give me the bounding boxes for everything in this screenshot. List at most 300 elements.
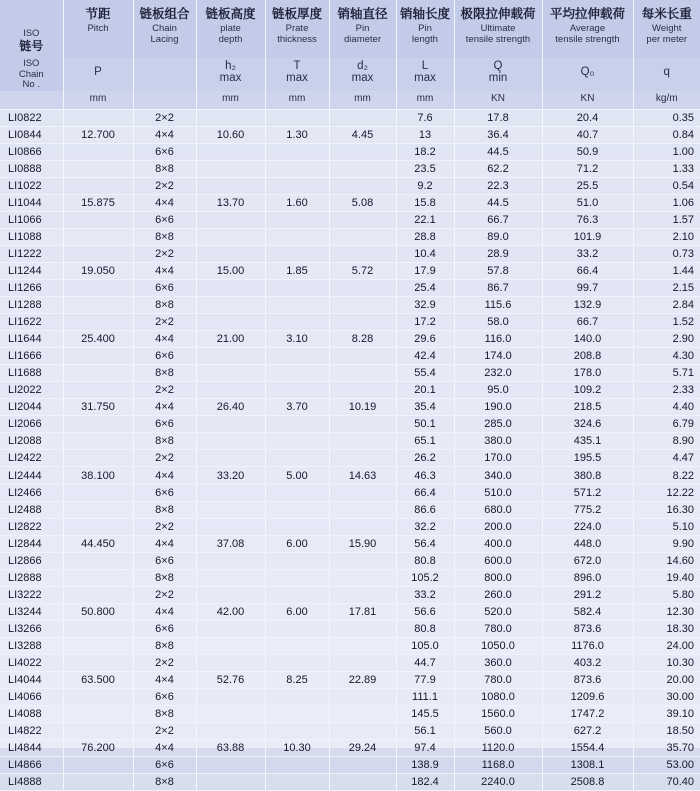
table-row [0, 331, 700, 348]
pin-length-cell: 111.1 [396, 689, 454, 706]
pitch-cell [63, 569, 133, 586]
average-load-cell: 291.2 [542, 586, 633, 603]
chain-code-cell: LI4844 [0, 740, 63, 757]
average-load-cell: 672.0 [542, 552, 633, 569]
plate-thickness-cell [265, 177, 329, 194]
table-row [0, 450, 700, 467]
ultimate-load-cell: 115.6 [454, 297, 542, 314]
chain-code-cell: LI2822 [0, 518, 63, 535]
thickness-symbol-max: max [266, 72, 329, 84]
plate-depth-cell [196, 177, 265, 194]
pitch-cell [63, 228, 133, 245]
thickness-label-en-1: Prate [266, 24, 329, 35]
weight-label-zh: 每米长重 [634, 6, 700, 21]
ultimate-load-cell: 360.0 [454, 655, 542, 672]
ultimate-load-cell: 44.5 [454, 194, 542, 211]
average-load-cell: 448.0 [542, 535, 633, 552]
table-row [0, 467, 700, 484]
pitch-cell [63, 109, 133, 126]
depth-label-en-1: plate [197, 24, 265, 35]
weight-cell: 4.40 [633, 399, 700, 416]
chain-code-cell: LI1622 [0, 314, 63, 331]
pitch-cell [63, 757, 133, 774]
plate-depth-cell [196, 552, 265, 569]
lacing-cell: 2×2 [133, 109, 196, 126]
col-average-header [542, 0, 633, 58]
plate-thickness-cell: 3.70 [265, 399, 329, 416]
table-row [0, 262, 700, 279]
lacing-cell: 4×4 [133, 672, 196, 689]
table-row [0, 484, 700, 501]
pin-diameter-cell [329, 382, 396, 399]
average-symbol-cell [542, 58, 633, 91]
thickness-symbol-cell [265, 58, 329, 91]
pin-diameter-cell [329, 569, 396, 586]
weight-cell: 9.90 [633, 535, 700, 552]
weight-cell: 8.22 [633, 467, 700, 484]
average-symbol: Q₀ [543, 66, 633, 78]
ultimate-load-cell: 520.0 [454, 603, 542, 620]
chain-code-cell: LI2044 [0, 399, 63, 416]
lacing-label-en-1: Chain [134, 24, 196, 35]
average-load-cell: 380.8 [542, 467, 633, 484]
pitch-cell: 25.400 [63, 331, 133, 348]
ultimate-symbol-min: min [455, 72, 542, 84]
lacing-cell: 8×8 [133, 569, 196, 586]
chain-code-cell: LI3266 [0, 620, 63, 637]
lacing-cell: 8×8 [133, 706, 196, 723]
col-lacing-header [133, 0, 196, 58]
iso-chain-label-1: ISO [0, 59, 63, 70]
plate-thickness-cell: 10.30 [265, 740, 329, 757]
plate-thickness-cell [265, 757, 329, 774]
table-row [0, 143, 700, 160]
plate-depth-cell: 15.00 [196, 262, 265, 279]
plate-thickness-cell [265, 211, 329, 228]
plate-depth-cell [196, 433, 265, 450]
pitch-cell: 38.100 [63, 467, 133, 484]
ultimate-label-zh: 极限拉伸载荷 [455, 6, 542, 21]
ultimate-load-cell: 780.0 [454, 672, 542, 689]
weight-symbol: q [634, 66, 700, 78]
pin-diameter-cell [329, 177, 396, 194]
pin-length-cell: 182.4 [396, 774, 454, 791]
plate-depth-cell [196, 245, 265, 262]
thickness-symbol: T [266, 60, 329, 72]
pin-length-cell: 32.2 [396, 518, 454, 535]
plate-thickness-cell [265, 245, 329, 262]
plate-depth-cell [196, 314, 265, 331]
plate-thickness-cell [265, 382, 329, 399]
pitch-unit-cell [63, 91, 133, 110]
plate-depth-cell: 33.20 [196, 467, 265, 484]
weight-unit: kg/m [634, 91, 700, 107]
plate-thickness-cell [265, 706, 329, 723]
table-row [0, 297, 700, 314]
weight-cell: 12.30 [633, 603, 700, 620]
chain-code-cell: LI1088 [0, 228, 63, 245]
pin-diameter-cell [329, 109, 396, 126]
pitch-cell: 15.875 [63, 194, 133, 211]
pin-diameter-unit-cell [329, 91, 396, 110]
pin-length-cell: 33.2 [396, 586, 454, 603]
pin-diameter-label-en-1: Pin [330, 24, 396, 35]
iso-chain-label-2: Chain [0, 70, 63, 81]
plate-depth-cell [196, 450, 265, 467]
table-row [0, 757, 700, 774]
lacing-cell: 8×8 [133, 433, 196, 450]
plate-depth-cell [196, 518, 265, 535]
pin-length-cell: 97.4 [396, 740, 454, 757]
average-load-cell: 66.4 [542, 262, 633, 279]
pin-length-cell: 17.2 [396, 314, 454, 331]
average-load-cell: 403.2 [542, 655, 633, 672]
lacing-cell: 6×6 [133, 211, 196, 228]
table-header [0, 0, 700, 109]
ultimate-load-cell: 560.0 [454, 723, 542, 740]
average-label-en-2: tensile strength [543, 35, 633, 46]
lacing-cell: 6×6 [133, 279, 196, 296]
plate-thickness-cell [265, 348, 329, 365]
average-load-cell: 775.2 [542, 501, 633, 518]
plate-depth-cell: 10.60 [196, 126, 265, 143]
pin-length-cell: 46.3 [396, 467, 454, 484]
lacing-cell: 6×6 [133, 484, 196, 501]
plate-thickness-cell [265, 228, 329, 245]
weight-cell: 2.33 [633, 382, 700, 399]
average-load-cell: 50.9 [542, 143, 633, 160]
pin-length-cell: 56.1 [396, 723, 454, 740]
table-row [0, 672, 700, 689]
pin-diameter-cell: 17.81 [329, 603, 396, 620]
weight-cell: 14.60 [633, 552, 700, 569]
plate-thickness-cell [265, 279, 329, 296]
ultimate-load-cell: 58.0 [454, 314, 542, 331]
pitch-cell [63, 314, 133, 331]
lacing-cell: 8×8 [133, 637, 196, 654]
pin-length-cell: 55.4 [396, 365, 454, 382]
pin-diameter-label-en-2: diameter [330, 35, 396, 46]
pin-length-symbol: L [397, 60, 454, 72]
lacing-cell: 4×4 [133, 194, 196, 211]
pin-diameter-cell [329, 484, 396, 501]
weight-cell: 10.30 [633, 655, 700, 672]
plate-depth-cell [196, 689, 265, 706]
ultimate-load-cell: 86.7 [454, 279, 542, 296]
lacing-cell: 8×8 [133, 774, 196, 791]
pin-diameter-cell [329, 723, 396, 740]
pin-length-cell: 9.2 [396, 177, 454, 194]
pitch-cell: 19.050 [63, 262, 133, 279]
ultimate-load-cell: 174.0 [454, 348, 542, 365]
ultimate-load-cell: 2240.0 [454, 774, 542, 791]
weight-cell: 5.71 [633, 365, 700, 382]
iso-label: ISO [0, 29, 63, 39]
plate-thickness-cell [265, 314, 329, 331]
plate-depth-cell [196, 211, 265, 228]
depth-label-zh: 链板高度 [197, 6, 265, 21]
weight-cell: 0.54 [633, 177, 700, 194]
average-load-cell: 1554.4 [542, 740, 633, 757]
lacing-cell: 2×2 [133, 586, 196, 603]
average-load-cell: 218.5 [542, 399, 633, 416]
lacing-cell: 2×2 [133, 518, 196, 535]
plate-depth-cell [196, 484, 265, 501]
lacing-cell: 4×4 [133, 467, 196, 484]
ultimate-load-cell: 1050.0 [454, 637, 542, 654]
chain-code-cell: LI1666 [0, 348, 63, 365]
thickness-unit: mm [266, 91, 329, 107]
chain-code-cell: LI1222 [0, 245, 63, 262]
pin-length-cell: 7.6 [396, 109, 454, 126]
pin-length-cell: 86.6 [396, 501, 454, 518]
pin-diameter-cell [329, 143, 396, 160]
plate-depth-cell [196, 279, 265, 296]
table-row [0, 348, 700, 365]
plate-depth-cell [196, 416, 265, 433]
plate-depth-cell: 42.00 [196, 603, 265, 620]
pin-diameter-symbol-max: max [330, 72, 396, 84]
lacing-cell: 2×2 [133, 177, 196, 194]
weight-cell: 1.00 [633, 143, 700, 160]
plate-depth-cell [196, 723, 265, 740]
pitch-cell [63, 177, 133, 194]
pitch-cell [63, 518, 133, 535]
chain-code-cell: LI2422 [0, 450, 63, 467]
plate-thickness-cell [265, 620, 329, 637]
weight-cell: 0.84 [633, 126, 700, 143]
average-load-cell: 1308.1 [542, 757, 633, 774]
average-load-cell: 20.4 [542, 109, 633, 126]
lacing-cell: 4×4 [133, 740, 196, 757]
plate-thickness-cell: 6.00 [265, 603, 329, 620]
pin-length-cell: 26.2 [396, 450, 454, 467]
pin-length-cell: 20.1 [396, 382, 454, 399]
table-row [0, 774, 700, 791]
plate-depth-cell: 21.00 [196, 331, 265, 348]
pin-diameter-cell [329, 433, 396, 450]
ultimate-load-cell: 680.0 [454, 501, 542, 518]
pitch-cell [63, 586, 133, 603]
pin-diameter-cell [329, 637, 396, 654]
plate-depth-cell [196, 160, 265, 177]
chain-code-cell: LI0888 [0, 160, 63, 177]
table-body [0, 109, 700, 791]
chain-code-cell: LI2066 [0, 416, 63, 433]
pin-diameter-unit: mm [330, 91, 396, 107]
ultimate-load-cell: 340.0 [454, 467, 542, 484]
lacing-cell: 4×4 [133, 126, 196, 143]
lacing-cell: 4×4 [133, 535, 196, 552]
plate-depth-cell [196, 501, 265, 518]
pin-length-unit-cell [396, 91, 454, 110]
ultimate-load-cell: 62.2 [454, 160, 542, 177]
chain-code-cell: LI2888 [0, 569, 63, 586]
plate-depth-cell [196, 637, 265, 654]
ultimate-load-cell: 260.0 [454, 586, 542, 603]
weight-cell: 19.40 [633, 569, 700, 586]
weight-cell: 12.22 [633, 484, 700, 501]
weight-cell: 35.70 [633, 740, 700, 757]
pin-length-label-zh: 销轴长度 [397, 6, 454, 21]
table-row [0, 160, 700, 177]
chain-code-cell: LI2088 [0, 433, 63, 450]
average-load-cell: 51.0 [542, 194, 633, 211]
plate-thickness-cell [265, 655, 329, 672]
table-row [0, 637, 700, 654]
plate-depth-cell: 26.40 [196, 399, 265, 416]
pin-length-cell: 29.6 [396, 331, 454, 348]
weight-cell: 18.50 [633, 723, 700, 740]
chain-code-cell: LI0822 [0, 109, 63, 126]
pin-length-symbol-max: max [397, 72, 454, 84]
col-iso-header [0, 0, 63, 91]
plate-thickness-cell [265, 450, 329, 467]
average-load-cell: 208.8 [542, 348, 633, 365]
pitch-cell [63, 484, 133, 501]
pin-length-cell: 138.9 [396, 757, 454, 774]
weight-cell: 16.30 [633, 501, 700, 518]
ultimate-load-cell: 95.0 [454, 382, 542, 399]
col-pin-diameter-header [329, 0, 396, 58]
chain-code-cell: LI2844 [0, 535, 63, 552]
pin-length-cell: 22.1 [396, 211, 454, 228]
pin-diameter-cell [329, 416, 396, 433]
plate-depth-cell [196, 143, 265, 160]
lacing-cell: 6×6 [133, 348, 196, 365]
weight-cell: 8.90 [633, 433, 700, 450]
col-weight-header [633, 0, 700, 58]
average-load-cell: 1747.2 [542, 706, 633, 723]
chain-code-cell: LI1244 [0, 262, 63, 279]
pitch-cell [63, 655, 133, 672]
weight-cell: 1.33 [633, 160, 700, 177]
pin-length-unit: mm [397, 91, 454, 107]
average-load-cell: 2508.8 [542, 774, 633, 791]
ultimate-load-cell: 380.0 [454, 433, 542, 450]
ultimate-load-cell: 190.0 [454, 399, 542, 416]
lacing-unit-cell [133, 91, 196, 110]
table-row [0, 655, 700, 672]
chain-code-cell: LI1266 [0, 279, 63, 296]
chain-code-cell: LI3222 [0, 586, 63, 603]
table-row [0, 535, 700, 552]
table-row [0, 518, 700, 535]
pitch-cell: 12.700 [63, 126, 133, 143]
lacing-cell: 8×8 [133, 501, 196, 518]
depth-symbol: h₂ [197, 60, 265, 72]
pitch-cell [63, 689, 133, 706]
iso-chain-label-3: No . [0, 80, 63, 91]
average-load-cell: 140.0 [542, 331, 633, 348]
plate-thickness-cell [265, 552, 329, 569]
average-load-cell: 195.5 [542, 450, 633, 467]
pitch-cell [63, 297, 133, 314]
pitch-symbol: P [64, 66, 133, 78]
pin-diameter-label-zh: 销轴直径 [330, 6, 396, 21]
pin-length-symbol-cell [396, 58, 454, 91]
weight-cell: 1.06 [633, 194, 700, 211]
weight-cell: 1.57 [633, 211, 700, 228]
pitch-cell [63, 382, 133, 399]
plate-depth-cell [196, 109, 265, 126]
iso-unit-cell [0, 91, 63, 110]
table-row [0, 723, 700, 740]
table-row [0, 314, 700, 331]
pin-length-cell: 56.4 [396, 535, 454, 552]
pin-diameter-cell [329, 518, 396, 535]
ultimate-load-cell: 1560.0 [454, 706, 542, 723]
plate-thickness-cell [265, 160, 329, 177]
table-row [0, 569, 700, 586]
pin-length-cell: 32.9 [396, 297, 454, 314]
pin-diameter-cell: 4.45 [329, 126, 396, 143]
plate-thickness-cell [265, 365, 329, 382]
chain-code-cell: LI3244 [0, 603, 63, 620]
ultimate-unit-cell [454, 91, 542, 110]
col-ultimate-header [454, 0, 542, 58]
lacing-cell: 4×4 [133, 603, 196, 620]
pitch-label-zh: 节距 [64, 6, 133, 21]
pitch-cell: 31.750 [63, 399, 133, 416]
pin-diameter-cell: 8.28 [329, 331, 396, 348]
ultimate-load-cell: 89.0 [454, 228, 542, 245]
pin-length-cell: 15.8 [396, 194, 454, 211]
table-row [0, 552, 700, 569]
plate-thickness-cell: 1.85 [265, 262, 329, 279]
lacing-cell: 2×2 [133, 314, 196, 331]
plate-thickness-cell [265, 416, 329, 433]
pin-length-cell: 105.2 [396, 569, 454, 586]
average-load-cell: 132.9 [542, 297, 633, 314]
plate-depth-cell [196, 620, 265, 637]
pin-diameter-cell [329, 365, 396, 382]
plate-depth-cell [196, 569, 265, 586]
plate-thickness-cell [265, 689, 329, 706]
pin-diameter-cell [329, 279, 396, 296]
col-pin-length-header [396, 0, 454, 58]
pin-length-cell: 105.0 [396, 637, 454, 654]
thickness-label-en-2: thickness [266, 35, 329, 46]
chain-code-cell: LI4022 [0, 655, 63, 672]
weight-label-en-1: Weight [634, 24, 700, 35]
average-load-cell: 71.2 [542, 160, 633, 177]
weight-cell: 2.10 [633, 228, 700, 245]
lacing-label-en-2: Lacing [134, 35, 196, 46]
pitch-cell: 44.450 [63, 535, 133, 552]
table-row [0, 603, 700, 620]
depth-symbol-max: max [197, 72, 265, 84]
pitch-symbol-cell [63, 58, 133, 91]
table-row [0, 689, 700, 706]
pin-length-cell: 50.1 [396, 416, 454, 433]
average-load-cell: 873.6 [542, 672, 633, 689]
table-row [0, 706, 700, 723]
pin-length-cell: 80.8 [396, 620, 454, 637]
plate-thickness-cell [265, 586, 329, 603]
plate-thickness-cell [265, 484, 329, 501]
pitch-cell [63, 620, 133, 637]
chain-code-cell: LI4888 [0, 774, 63, 791]
average-load-cell: 582.4 [542, 603, 633, 620]
average-load-cell: 101.9 [542, 228, 633, 245]
plate-depth-cell [196, 382, 265, 399]
pin-length-cell: 18.2 [396, 143, 454, 160]
average-unit-cell [542, 91, 633, 110]
pin-diameter-cell [329, 552, 396, 569]
pin-length-cell: 28.8 [396, 228, 454, 245]
table-row [0, 501, 700, 518]
